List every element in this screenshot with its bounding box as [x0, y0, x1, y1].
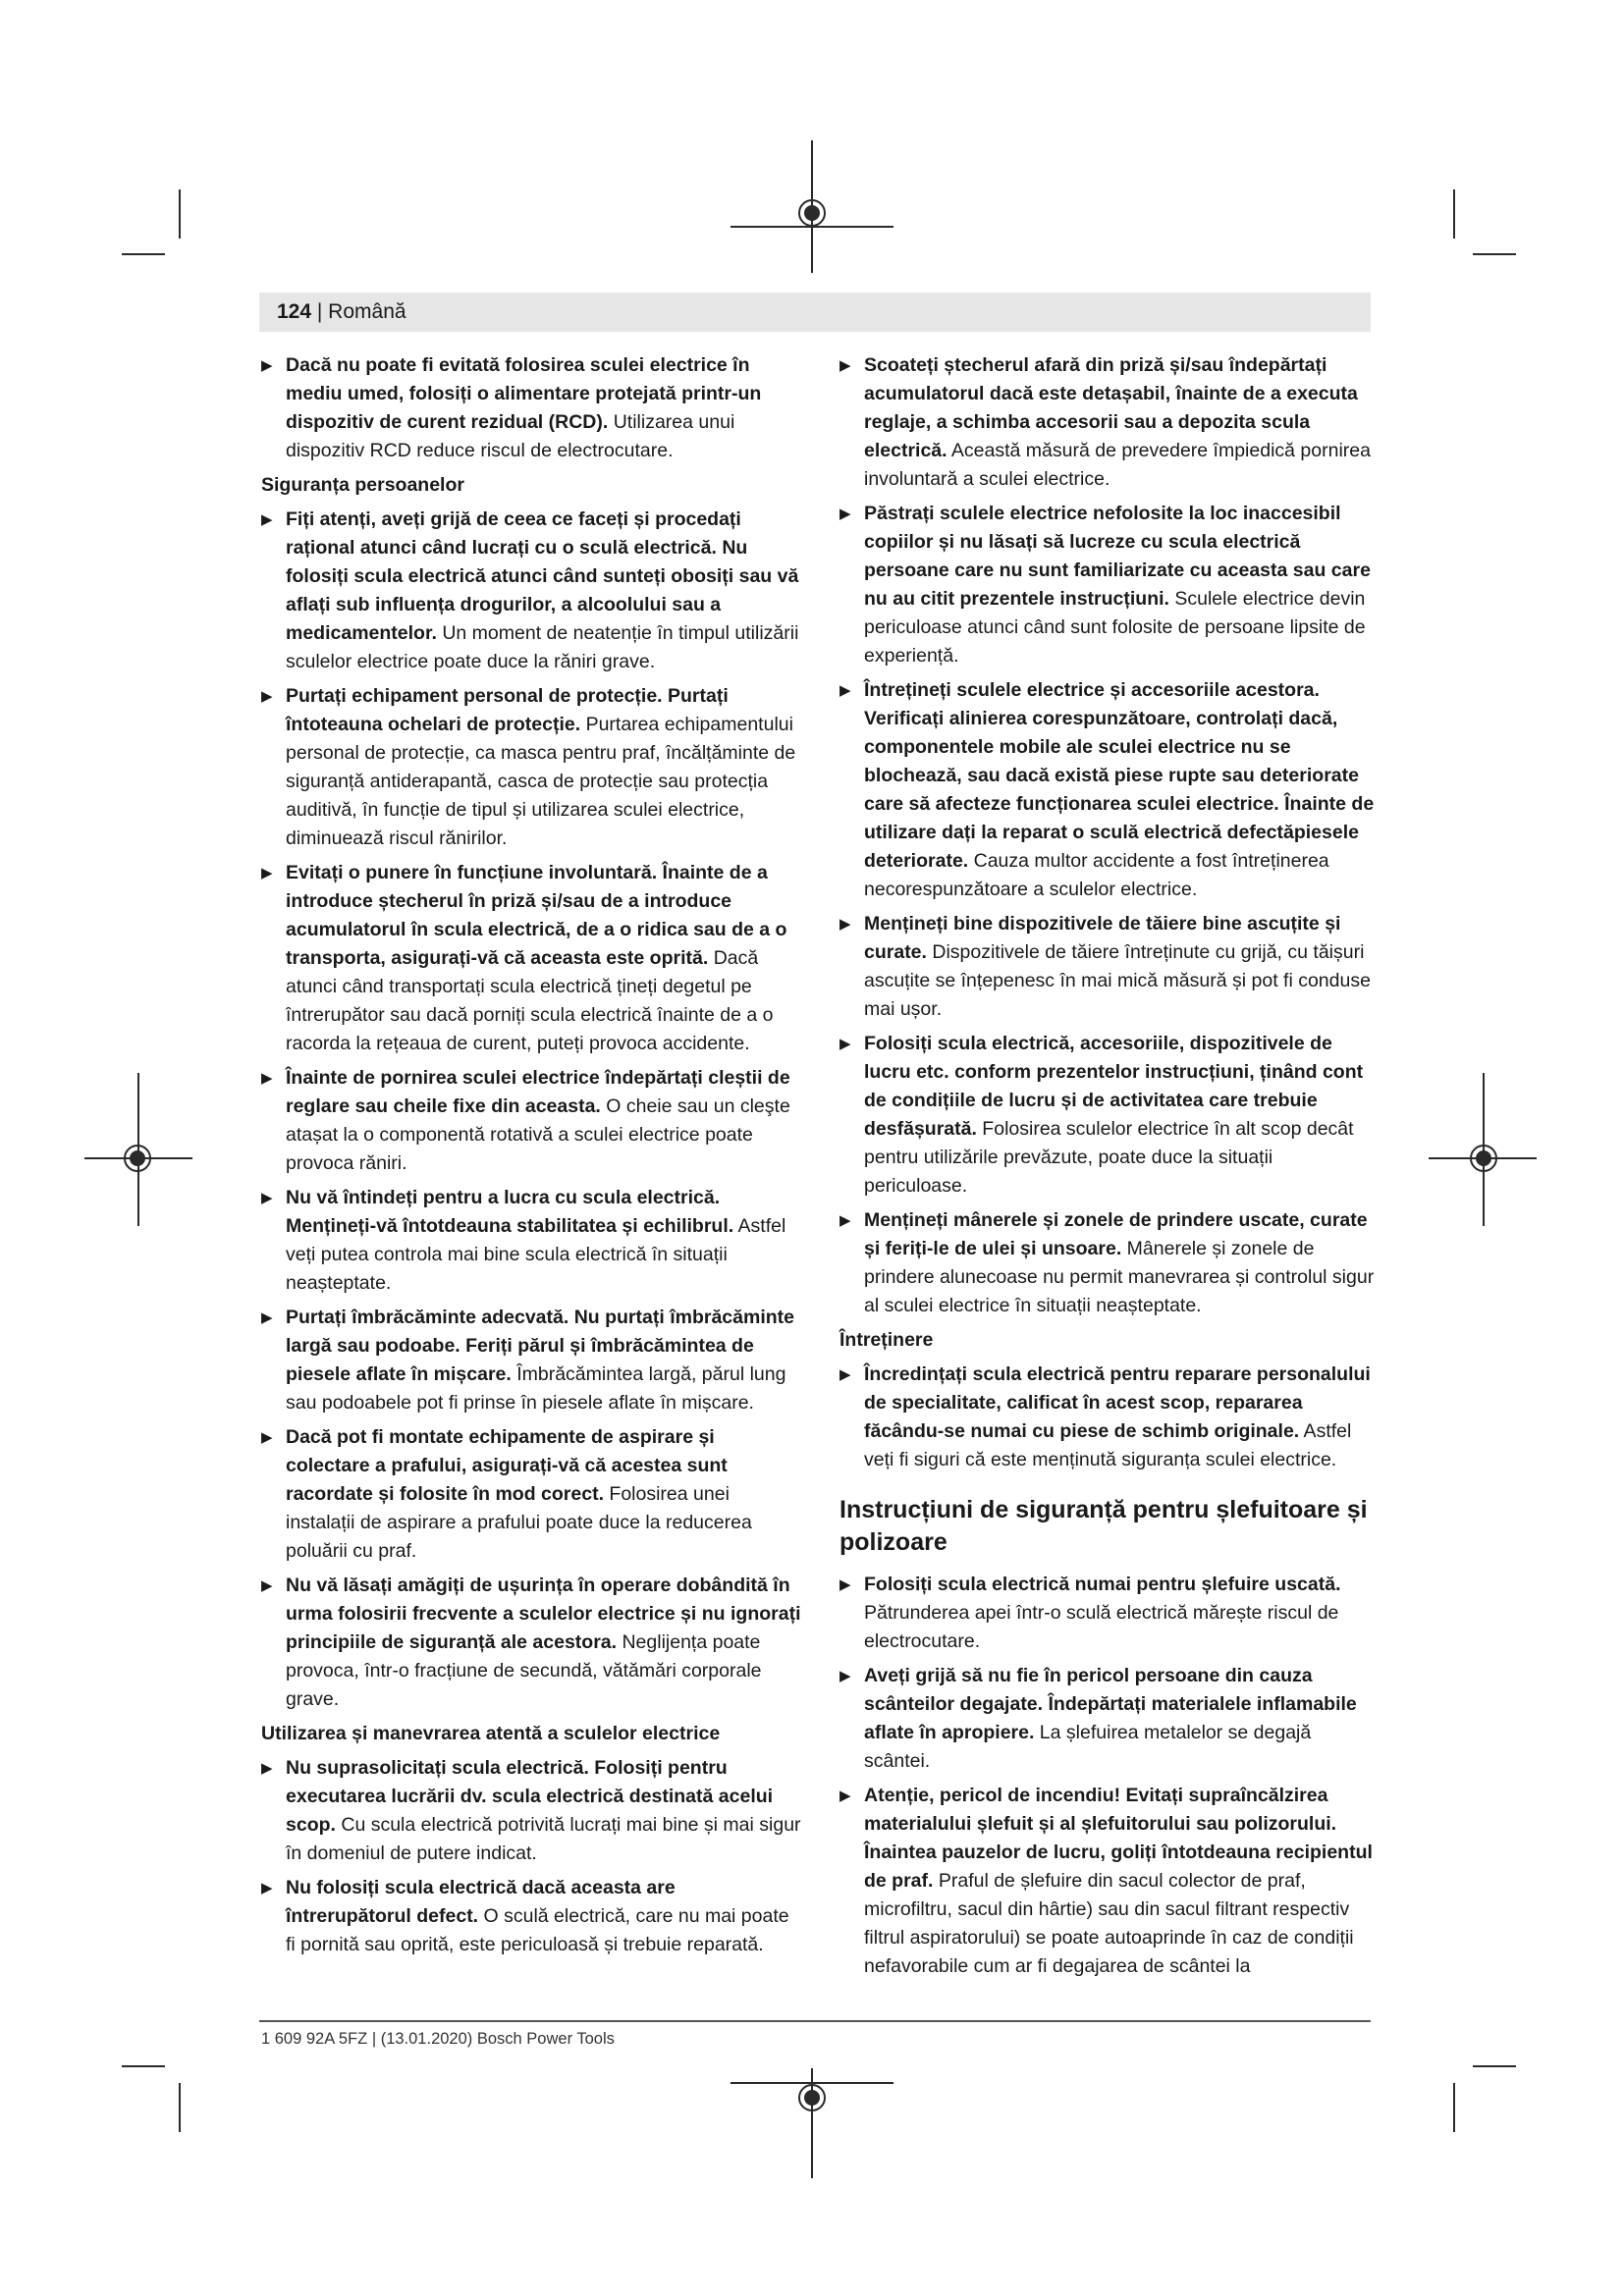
bullet-arrow-icon: ▶: [839, 357, 851, 374]
header-separator: |: [311, 300, 329, 323]
crop-mark: [1473, 253, 1516, 255]
crop-mark: [1453, 2083, 1455, 2132]
crop-mark: [179, 189, 181, 239]
page-header-text: [277, 301, 406, 323]
bullet-arrow-icon: ▶: [261, 1760, 273, 1777]
list-item: ▶ Aveți grijă să nu fie în pericol persoane din cauza scânteilor degajate. Îndepărtați materialele inflamabile aflate în apropiere. La șlefuirea metalelor se degajă scântei.: [839, 1662, 1380, 1776]
list-item: ▶ Purtați echipament personal de protecție. Purtați întoteauna ochelari de protecție. Purtarea echipamentului personal de protecție, ca masca pentru praf, încălțăminte de siguranță antiderapantă, casca de protecție sau protecția auditivă, în funcție de tipul și utilizarea sculei electrice, diminuează riscul rănirilor.: [261, 682, 801, 853]
list-item: ▶ Nu suprasolicitați scula electrică. Folosiți pentru executarea lucrării dv. scula electrică destinată acelui scop. Cu scula electrică potrivită lucrați mai bine și mai sigur în domeniul de putere indicat.: [261, 1754, 801, 1868]
registration-target-icon: [798, 199, 826, 227]
bullet-arrow-icon: ▶: [839, 682, 851, 699]
header-language: Română: [328, 300, 406, 323]
bullet-arrow-icon: ▶: [261, 1309, 273, 1326]
list-item: ▶ Dacă pot fi montate echipamente de aspirare și colectare a prafului, asigurați-vă că acestea sunt racordate și folosite în mod corect. Folosirea unei instalații de aspirare a prafului poate duce la reducerea poluării cu praf.: [261, 1423, 801, 1566]
bullet-arrow-icon: ▶: [261, 865, 273, 881]
bullet-arrow-icon: ▶: [839, 916, 851, 933]
crop-mark: [1453, 189, 1455, 239]
list-item: ▶ Păstrați sculele electrice nefolosite la loc inaccesibil copiilor și nu lăsați să lucreze cu scula electrică persoane care nu sunt familiarizate cu aceasta sau care nu au citit prezentele instrucțiuni. Sculele electrice devin periculoase atunci când sunt folosite de persoane lipsite de experiență.: [839, 500, 1380, 670]
footer-divider: [259, 2020, 1371, 2022]
list-item: ▶ Dacă nu poate fi evitată folosirea sculei electrice în mediu umed, folosiți o alimentare protejată printr-un dispozitiv de curent rezidual (RCD). Utilizarea unui dispozitiv RCD reduce riscul de electrocutare.: [261, 351, 801, 465]
list-item: ▶ Evitați o punere în funcțiune involuntară. Înainte de a introduce ștecherul în priză și/sau de a introduce acumulatorul în scula electrică, de a o ridica sau de a o transporta, asigurați-vă că aceasta este oprită. Dacă atunci când transportați scula electrică țineți degetul pe întrerupător sau dacă porniți scula electrică înainte de a o racorda la rețeaua de curent, puteți provoca accidente.: [261, 859, 801, 1058]
bullet-arrow-icon: ▶: [261, 357, 273, 374]
bullet-arrow-icon: ▶: [839, 1366, 851, 1383]
list-item: ▶ Mențineți bine dispozitivele de tăiere bine ascuțite și curate. Dispozitivele de tăiere întreținute cu grijă, cu tăișuri ascuțite se înțepenesc în mai mică măsură și pot fi conduse mai ușor.: [839, 910, 1380, 1024]
list-item: ▶ Întrețineți sculele electrice și accesoriile acestora. Verificați alinierea corespunzătoare, controlați dacă, componentele mobile ale sculei electrice nu se blochează, sau dacă există piese rupte sau deteriorate care să afecteze funcționarea sculei electrice. Înainte de utilizare dați la reparat o sculă electrică defectăpiesele deteriorate. Cauza multor accidente a fost întreținerea necorespunzătoare a sculelor electrice.: [839, 676, 1380, 904]
crop-mark: [1473, 2065, 1516, 2067]
bullet-arrow-icon: ▶: [261, 511, 273, 528]
list-item: ▶ Folosiți scula electrică, accesoriile, dispozitivele de lucru etc. conform prezentelor instrucțiuni, ținând cont de condițiile de lucru și de activitatea care trebuie desfășurată. Folosirea sculelor electrice în alt scop decât pentru utilizările prevăzute, poate duce la situații periculoase.: [839, 1030, 1380, 1201]
list-item: ▶ Purtați îmbrăcăminte adecvată. Nu purtați îmbrăcăminte largă sau podoabe. Feriți părul și îmbrăcămintea de piesele aflate în mișcare. Îmbrăcămintea largă, părul lung sau podoabele pot fi prinse în piesele aflate în mișcare.: [261, 1304, 801, 1417]
list-item: ▶ Nu folosiți scula electrică dacă aceasta are întrerupătorul defect. O sculă electrică, care nu mai poate fi pornită sau oprită, este periculoasă și trebuie reparată.: [261, 1874, 801, 1959]
bullet-arrow-icon: ▶: [839, 1212, 851, 1229]
crop-mark: [122, 2065, 165, 2067]
registration-target-icon: [124, 1145, 151, 1172]
registration-target-icon: [798, 2084, 826, 2111]
bullet-arrow-icon: ▶: [839, 506, 851, 522]
list-item: ▶ Înainte de pornirea sculei electrice îndepărtați cleștii de reglare sau cheile fixe din aceasta. O cheie sau un cleşte atașat la o componentă rotativă a sculei electrice poate provoca răniri.: [261, 1064, 801, 1178]
left-column: [261, 351, 801, 1965]
list-item: ▶ Fiți atenți, aveți grijă de ceea ce faceți și procedați rațional atunci când lucrați cu o sculă electrică. Nu folosiți scula electrică atunci când sunteți obosiți sau vă aflați sub influența drogurilor, a alcoolului sau a medicamentelor. Un moment de neatenție în timpul utilizării sculelor electrice poate duce la răniri grave.: [261, 506, 801, 676]
crop-mark: [122, 253, 165, 255]
section-title: Instrucțiuni de siguranță pentru șlefuitoare și polizoare: [839, 1496, 1368, 1556]
subheading: Utilizarea și manevrarea atentă a sculelor electrice: [261, 1723, 721, 1744]
subheading: Siguranța persoanelor: [261, 474, 464, 496]
bullet-arrow-icon: ▶: [261, 1880, 273, 1896]
registration-target-icon: [1470, 1145, 1497, 1172]
bullet-arrow-icon: ▶: [261, 1070, 273, 1087]
right-column: [839, 351, 1380, 1987]
bullet-arrow-icon: ▶: [839, 1036, 851, 1052]
list-item: ▶ Mențineți mânerele și zonele de prindere uscate, curate și feriți-le de ulei și unsoare. Mânerele și zonele de prindere alunecoase nu permit manevrarea și controlul sigur al sculei electrice în situații neașteptate.: [839, 1206, 1380, 1320]
list-item: ▶ Folosiți scula electrică numai pentru șlefuire uscată. Pătrunderea apei într-o sculă electrică mărește riscul de electrocutare.: [839, 1571, 1380, 1656]
bullet-arrow-icon: ▶: [261, 688, 273, 705]
page-number: 124: [277, 300, 312, 323]
bullet-arrow-icon: ▶: [261, 1429, 273, 1446]
list-item: ▶ Atenție, pericol de incendiu! Evitați supraîncălzirea materialului șlefuit și al șlefuitorului sau polizorului. Înaintea pauzelor de lucru, goliți întotdeauna recipientul de praf. Praful de șlefuire din sacul colector de praf, microfiltru, sacul din hârtie) sau din sacul filtrant respectiv filtrul aspiratorului) se poate autoaprinde în caz de condiții nefavorabile cum ar fi degajarea de scântei la: [839, 1782, 1380, 1981]
bullet-arrow-icon: ▶: [839, 1668, 851, 1684]
list-item: ▶ Încredințați scula electrică pentru reparare personalului de specialitate, calificat în acest scop, repararea făcându-se numai cu piese de schimb originale. Astfel veți fi siguri că este menținută siguranța sculei electrice.: [839, 1361, 1380, 1474]
list-item: ▶ Nu vă întindeți pentru a lucra cu scula electrică. Mențineți-vă întotdeauna stabilitatea și echilibrul. Astfel veți putea controla mai bine scula electrică în situații neașteptate.: [261, 1184, 801, 1298]
bullet-arrow-icon: ▶: [839, 1788, 851, 1804]
crop-mark: [179, 2083, 181, 2132]
page-header: [259, 293, 1371, 332]
page-footer: 1 609 92A 5FZ | (13.01.2020) Bosch Power Tools: [261, 2030, 615, 2048]
bullet-arrow-icon: ▶: [839, 1576, 851, 1593]
subheading: Întreținere: [839, 1329, 934, 1351]
list-item: ▶ Nu vă lăsați amăgiți de ușurința în operare dobândită în urma folosirii frecvente a sculelor electrice și nu ignorați principiile de siguranță ale acestora. Neglijența poate provoca, într-o fracțiune de secundă, vătămări corporale grave.: [261, 1572, 801, 1714]
bullet-arrow-icon: ▶: [261, 1577, 273, 1594]
list-item: ▶ Scoateți ștecherul afară din priză și/sau îndepărtați acumulatorul dacă este detașabil, înainte de a executa reglaje, a schimba accesorii sau a depozita scula electrică. Această măsură de prevedere împiedică pornirea involuntară a sculei electrice.: [839, 351, 1380, 494]
bullet-arrow-icon: ▶: [261, 1190, 273, 1206]
